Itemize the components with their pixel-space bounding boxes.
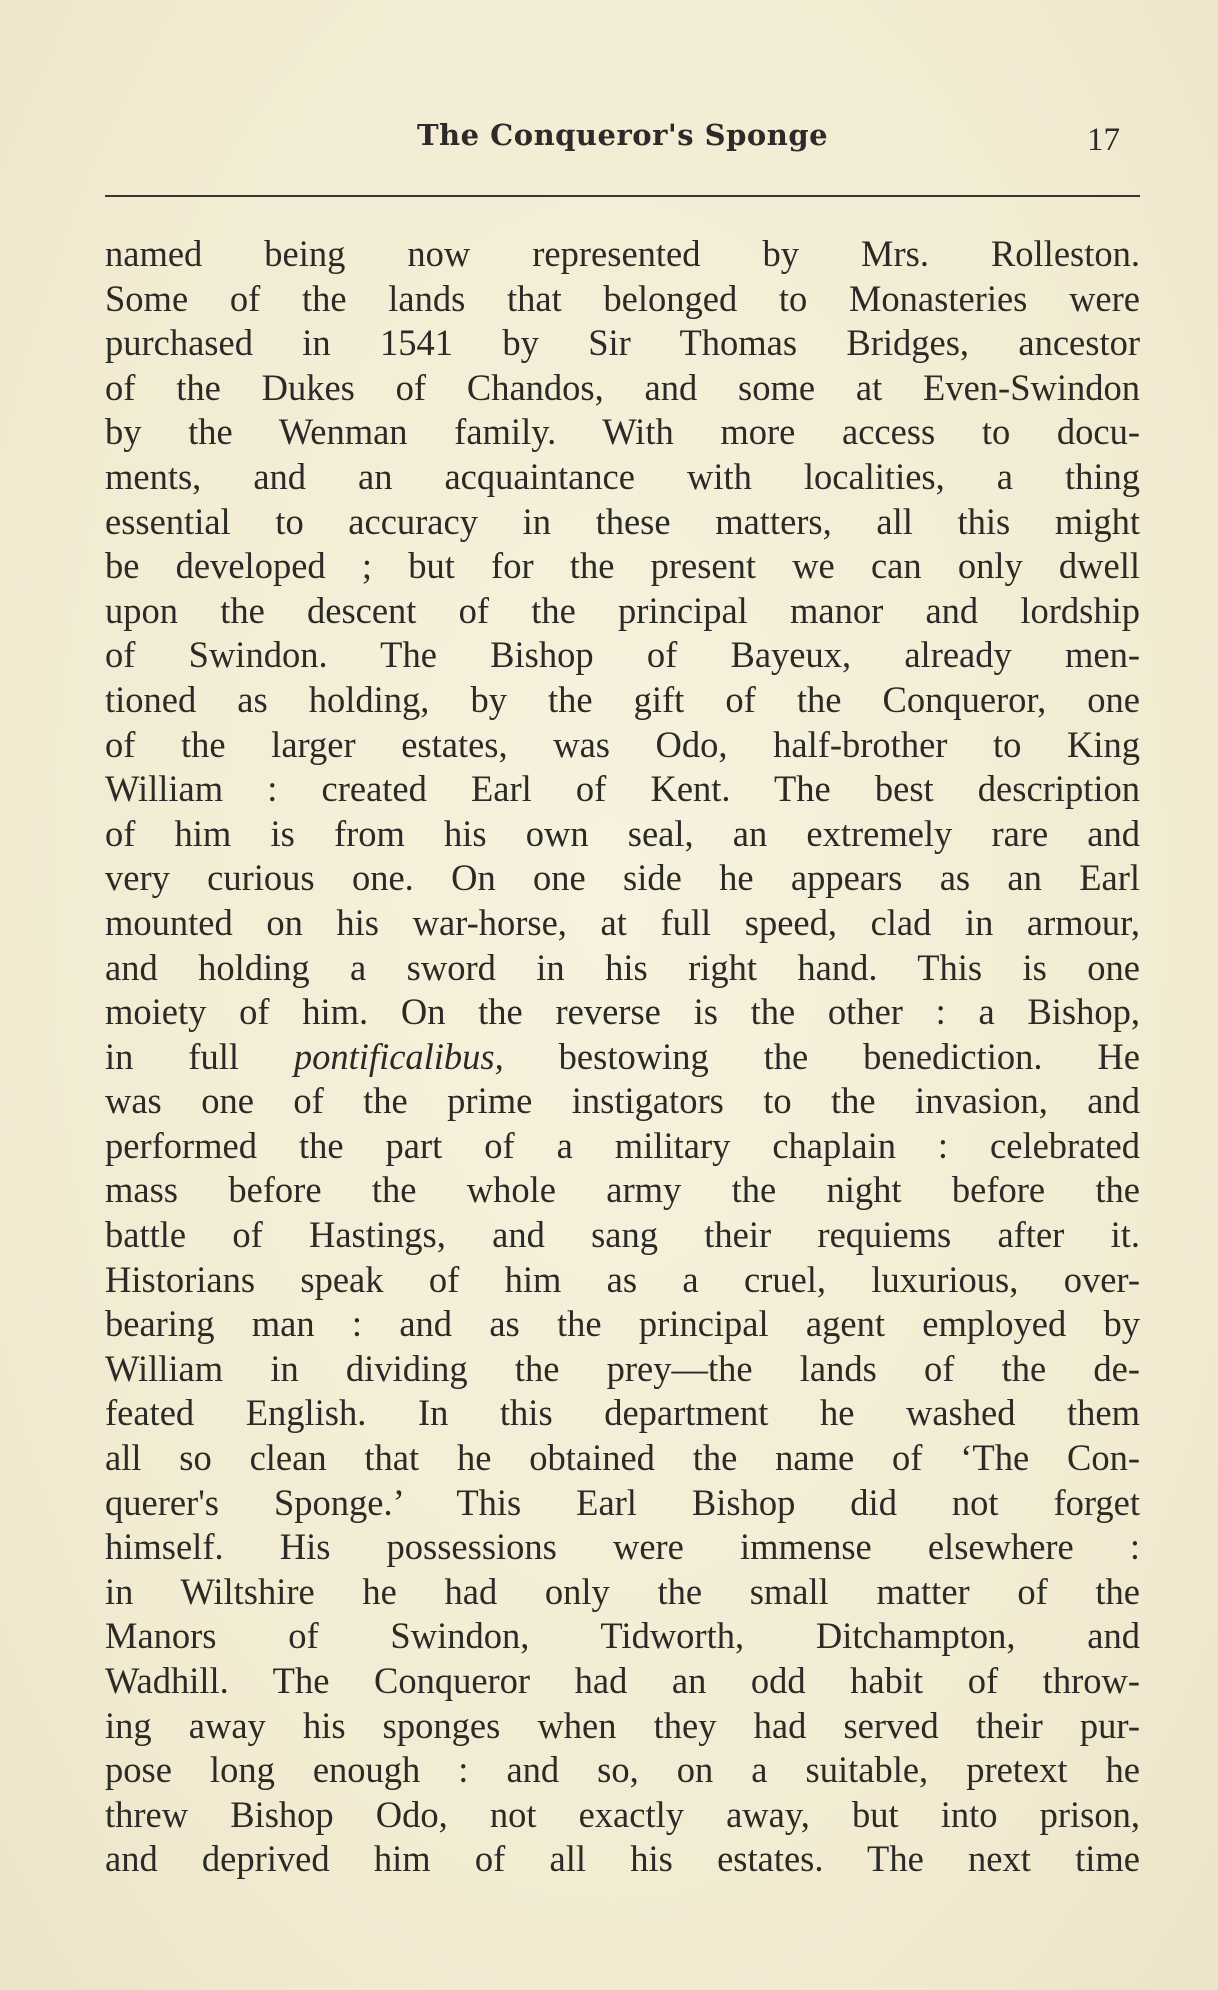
- text-line: performed the part of a military chaplain : celebrated: [105, 1124, 1140, 1166]
- text-line: himself. His possessions were immense elsewhere :: [105, 1526, 1140, 1568]
- header-rule: [105, 195, 1140, 197]
- text-line: mounted on his war-horse, at full speed, clad in armour,: [105, 901, 1140, 943]
- text-line: of the Dukes of Chandos, and some at Even-Swindon: [105, 366, 1140, 408]
- italic-line-after: bestowing the benediction. He: [503, 1035, 1140, 1077]
- text-line: be developed ; but for the present we can only dwell: [105, 545, 1140, 587]
- text-line: battle of Hastings, and sang their requiems after it.: [105, 1214, 1140, 1256]
- text-line: of Swindon. The Bishop of Bayeux, already men-: [105, 634, 1140, 676]
- text-line: and deprived him of all his estates. The next time: [105, 1838, 1140, 1880]
- text-line: Historians speak of him as a cruel, luxurious, over-: [105, 1258, 1140, 1300]
- text-line: by the Wenman family. With more access to docu-: [105, 411, 1140, 453]
- page-number: 17: [1087, 122, 1120, 158]
- body-text: [105, 232, 1140, 1882]
- text-line: William in dividing the prey—the lands of the de-: [105, 1347, 1140, 1389]
- text-line: ments, and an acquaintance with localities, a thing: [105, 455, 1140, 497]
- text-line: purchased in 1541 by Sir Thomas Bridges, ancestor: [105, 322, 1140, 364]
- running-head: [105, 112, 1140, 172]
- text-line: querer's Sponge.’ This Earl Bishop did not forget: [105, 1481, 1140, 1523]
- text-line: Some of the lands that belonged to Monasteries were: [105, 277, 1140, 319]
- text-line-with-italic: [105, 1035, 1140, 1080]
- text-line: bearing man : and as the principal agent employed by: [105, 1303, 1140, 1345]
- running-head-title: The Conqueror's Sponge: [416, 118, 829, 152]
- text-line: and holding a sword in his right hand. This is one: [105, 946, 1140, 988]
- text-line: threw Bishop Odo, not exactly away, but into prison,: [105, 1793, 1140, 1835]
- text-line: ing away his sponges when they had served their pur-: [105, 1704, 1140, 1746]
- text-line: pose long enough : and so, on a suitable, pretext he: [105, 1749, 1140, 1791]
- text-line: Wadhill. The Conqueror had an odd habit of throw-: [105, 1660, 1140, 1701]
- italic-line-before: in full: [105, 1035, 294, 1077]
- text-line: upon the descent of the principal manor and lordship: [105, 589, 1140, 631]
- italic-term: pontificalibus,: [293, 1035, 504, 1077]
- text-line: named being now represented by Mrs. Rolleston.: [105, 233, 1140, 274]
- text-line: Manors of Swindon, Tidworth, Ditchampton, and: [105, 1615, 1140, 1657]
- text-line: tioned as holding, by the gift of the Conqueror, one: [105, 678, 1140, 720]
- text-line: in Wiltshire he had only the small matter of the: [105, 1570, 1140, 1612]
- text-line: feated English. In this department he washed them: [105, 1392, 1140, 1434]
- text-line: very curious one. On one side he appears as an Earl: [105, 857, 1140, 899]
- text-line: moiety of him. On the reverse is the other : a Bishop,: [105, 991, 1140, 1033]
- text-line: of the larger estates, was Odo, half-brother to King: [105, 723, 1140, 765]
- text-line: of him is from his own seal, an extremely rare and: [105, 812, 1140, 854]
- text-line: William : created Earl of Kent. The best description: [105, 768, 1140, 810]
- text-line: essential to accuracy in these matters, all this might: [105, 500, 1140, 542]
- text-line: all so clean that he obtained the name of ‘The Con-: [105, 1437, 1140, 1479]
- text-line: was one of the prime instigators to the invasion, and: [105, 1080, 1140, 1122]
- text-line: mass before the whole army the night before the: [105, 1169, 1140, 1211]
